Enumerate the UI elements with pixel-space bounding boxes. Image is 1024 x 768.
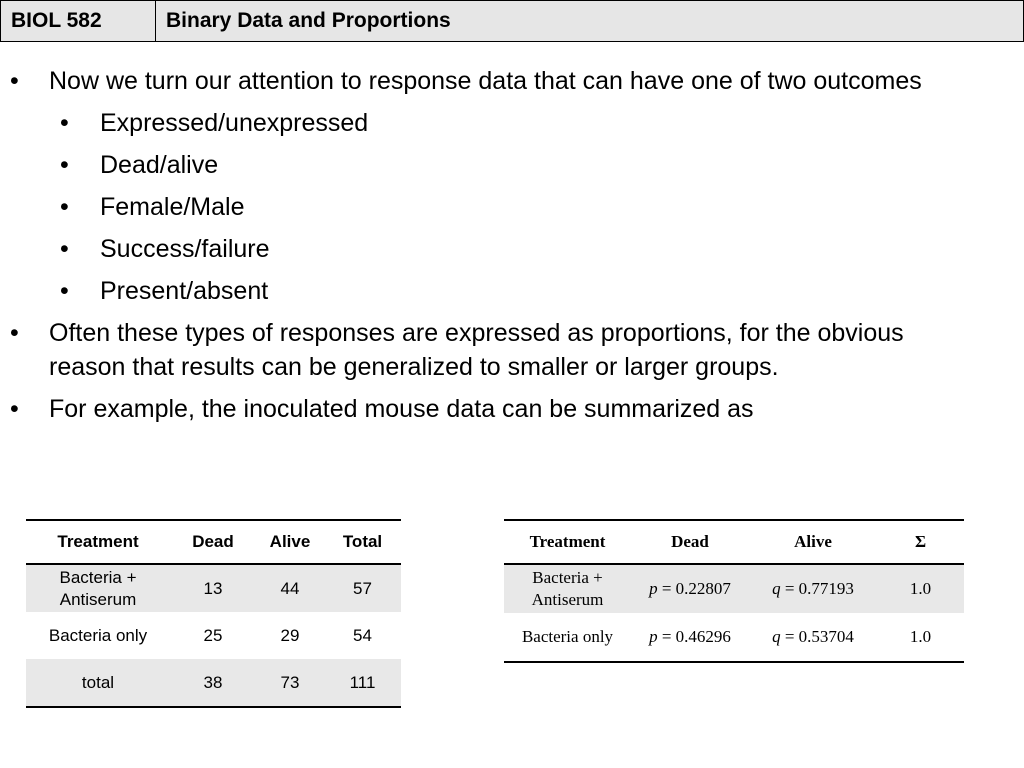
slide-header [0, 0, 1024, 42]
column-header: Alive [256, 520, 324, 564]
bullet-proportions [0, 316, 929, 384]
sub-bullet-text: Present/absent [100, 277, 269, 305]
sub-bullet-text: Female/Male [100, 193, 245, 221]
bullet-dot: • [10, 395, 19, 423]
p-symbol: p [649, 627, 658, 646]
slide-title: Binary Data and Proportions [166, 9, 451, 32]
table-cell: 25 [203, 625, 223, 645]
course-label: BIOL 582 [1, 1, 156, 41]
table-cell: Bacteria only [521, 627, 614, 646]
table-header-row [504, 520, 964, 564]
bullet-dot: • [10, 67, 19, 95]
equals-sign: = [657, 627, 676, 646]
equals-sign: = [780, 579, 799, 598]
bullet-dot: • [60, 193, 69, 221]
sub-bullet [0, 148, 1024, 182]
proportions-table [504, 519, 964, 663]
bullet-text: Now we turn our attention to response data that can have one of two outcomes [49, 67, 922, 95]
column-header: Treatment [26, 520, 170, 564]
column-header: Dead [170, 520, 256, 564]
bullet-dot: • [60, 109, 69, 137]
table-cell: 13 [170, 564, 256, 612]
bullet-example [0, 392, 929, 426]
table-cell: 73 [256, 659, 324, 707]
q-symbol: q [772, 627, 781, 646]
table-row [504, 613, 964, 662]
bullet-text: For example, the inoculated mouse data can be summarized as [49, 395, 754, 423]
sub-bullet-text: Dead/alive [100, 151, 219, 179]
column-header: Treatment [504, 520, 631, 564]
q-value: 0.77193 [798, 579, 854, 598]
sub-bullet-text: Expressed/unexpressed [100, 109, 369, 137]
table-cell: Bacteria only [48, 625, 148, 645]
table-cell: 1.0 [877, 564, 964, 613]
table-cell: 38 [170, 659, 256, 707]
column-header: Dead [631, 520, 749, 564]
table-cell [749, 564, 877, 613]
sub-bullet [0, 274, 1024, 308]
equals-sign: = [780, 627, 799, 646]
bullet-dot: • [60, 235, 69, 263]
bullet-dot: • [60, 277, 69, 305]
table-row [26, 659, 401, 707]
bullet-text: Often these types of responses are expressed as proportions, for the obvious reason that results can be generalized to smaller or larger groups. [49, 319, 904, 381]
table-cell [749, 613, 877, 662]
table-cell: 54 [353, 625, 372, 645]
sub-bullet-text: Success/failure [100, 235, 270, 263]
q-symbol: q [772, 579, 781, 598]
table-cell: 1.0 [909, 627, 932, 646]
sub-bullet [0, 232, 1024, 266]
column-header: Alive [749, 520, 877, 564]
bullet-intro [0, 64, 929, 98]
column-header: Total [324, 520, 401, 564]
p-value: 0.22807 [675, 579, 731, 598]
table-header-row [26, 520, 401, 564]
bullet-list [0, 64, 1024, 434]
table-cell: 44 [256, 564, 324, 612]
table-cell: 111 [324, 659, 401, 707]
table-cell: total [26, 659, 170, 707]
sub-bullet [0, 106, 1024, 140]
column-header: Σ [877, 520, 964, 564]
table-cell: 57 [324, 564, 401, 612]
table-row [26, 612, 401, 659]
q-value: 0.53704 [798, 627, 854, 646]
table-cell: Bacteria + Antiserum [26, 564, 170, 612]
table-cell: 29 [280, 625, 300, 645]
p-symbol: p [649, 579, 658, 598]
table-row [504, 564, 964, 613]
bullet-dot: • [10, 319, 19, 347]
table-cell [631, 613, 749, 662]
table-row [26, 564, 401, 612]
table-cell [631, 564, 749, 613]
p-value: 0.46296 [675, 627, 731, 646]
counts-table [26, 519, 401, 708]
sub-bullet [0, 190, 1024, 224]
bullet-dot: • [60, 151, 69, 179]
table-cell: Bacteria + Antiserum [504, 564, 631, 613]
equals-sign: = [657, 579, 676, 598]
